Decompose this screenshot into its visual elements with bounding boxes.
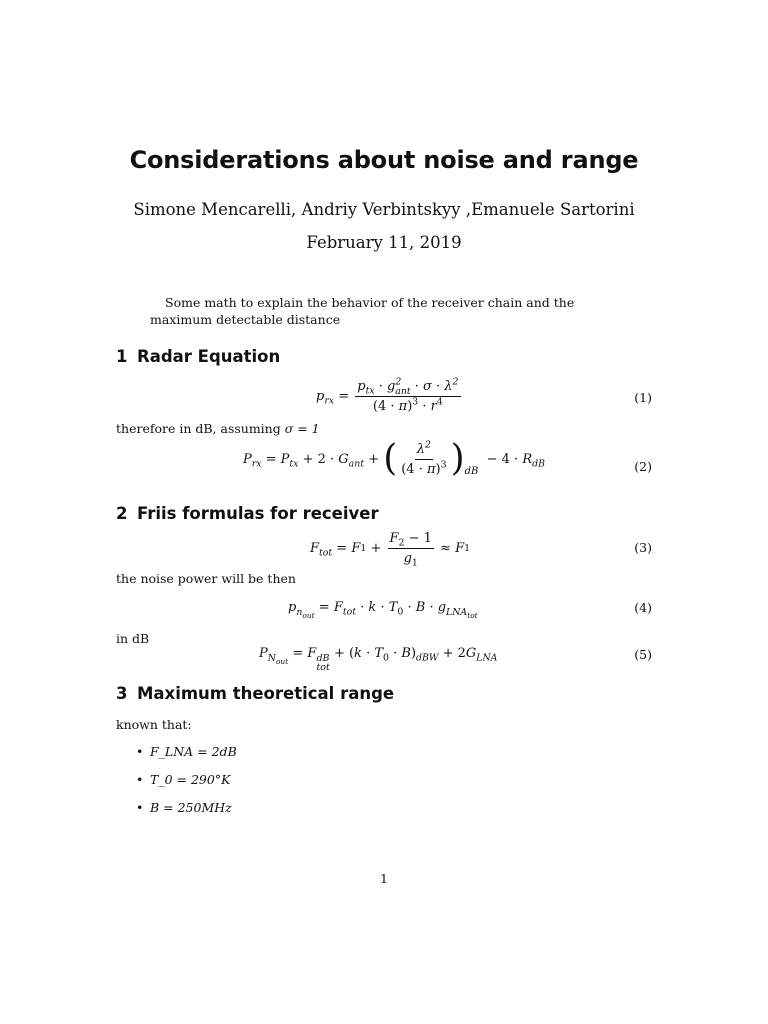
paper-authors: Simone Mencarelli, Andriy Verbintskyy ,Emanuele Sartorini — [133, 200, 635, 219]
equation-number: (3) — [634, 540, 652, 555]
list-item: • B = 250MHz — [136, 800, 232, 815]
paragraph-known: known that: — [116, 717, 192, 732]
bullet-text: T_0 = 290°K — [150, 772, 231, 787]
bullet-text: F_LNA = 2dB — [150, 744, 237, 759]
therefore-text: therefore in dB, assuming — [116, 421, 281, 436]
equation-number: (2) — [634, 459, 652, 474]
abstract — [150, 294, 622, 328]
equation-number: (4) — [634, 600, 652, 615]
equation-body: $F_{tot}$ = F 1 + $\frac{F_2 - 1}{g_1}$ ≈ F 1 — [310, 531, 471, 569]
abstract-text: Some math to explain the behavior of the receiver chain and the maximum detectable distance — [150, 295, 575, 327]
section-number: 1 — [116, 347, 128, 366]
sigma-condition: σ = 1 — [284, 421, 320, 436]
equation-number: (5) — [634, 647, 652, 662]
paper-date: February 11, 2019 — [306, 233, 462, 252]
section-heading-3 — [116, 684, 394, 703]
paragraph-noise-power: the noise power will be then — [116, 571, 296, 586]
section-heading-2 — [116, 504, 379, 523]
paragraph-therefore — [116, 421, 320, 436]
section-number: 3 — [116, 684, 128, 703]
bullet-text: B = 250MHz — [150, 800, 232, 815]
equation-body: $P_{rx}$ = $P_{tx}$ + 2 · $G_{ant}$ + ( $\frac{\lambda^2}{(4 \cdot \pi)^3}$ ) dB − 4 · $R_{dB}$ — [243, 438, 545, 479]
section-number: 2 — [116, 504, 128, 523]
section-heading-1 — [116, 347, 280, 366]
list-item: • F_LNA = 2dB — [136, 744, 237, 759]
equation-number: (1) — [634, 390, 652, 405]
list-item: • T_0 = 290°K — [136, 772, 231, 787]
section-title: Friis formulas for receiver — [137, 504, 379, 523]
paper-title: Considerations about noise and range — [129, 146, 639, 174]
section-title: Radar Equation — [137, 347, 281, 366]
section-title: Maximum theoretical range — [137, 684, 395, 703]
paragraph-in-db: in dB — [116, 631, 150, 646]
page-number: 1 — [380, 871, 388, 886]
equation-body: $p_{rx}$ = $\frac{p_{tx} \cdot g^2_{ant} \cdot \sigma \cdot \lambda^2}{(4 \cdot \pi)^3 \cdot r^4}$ — [316, 376, 459, 414]
equation-body: $p_{n_{out}} = F_{tot} \cdot k \cdot T_0 \cdot B \cdot g_{LNA_{tot}}$ — [288, 600, 478, 620]
equation-body: $P_{N_{out}} = F$ dB tot + $(k \cdot T_0 \cdot B)_{dBW} + 2G_{LNA}$ — [259, 646, 498, 673]
